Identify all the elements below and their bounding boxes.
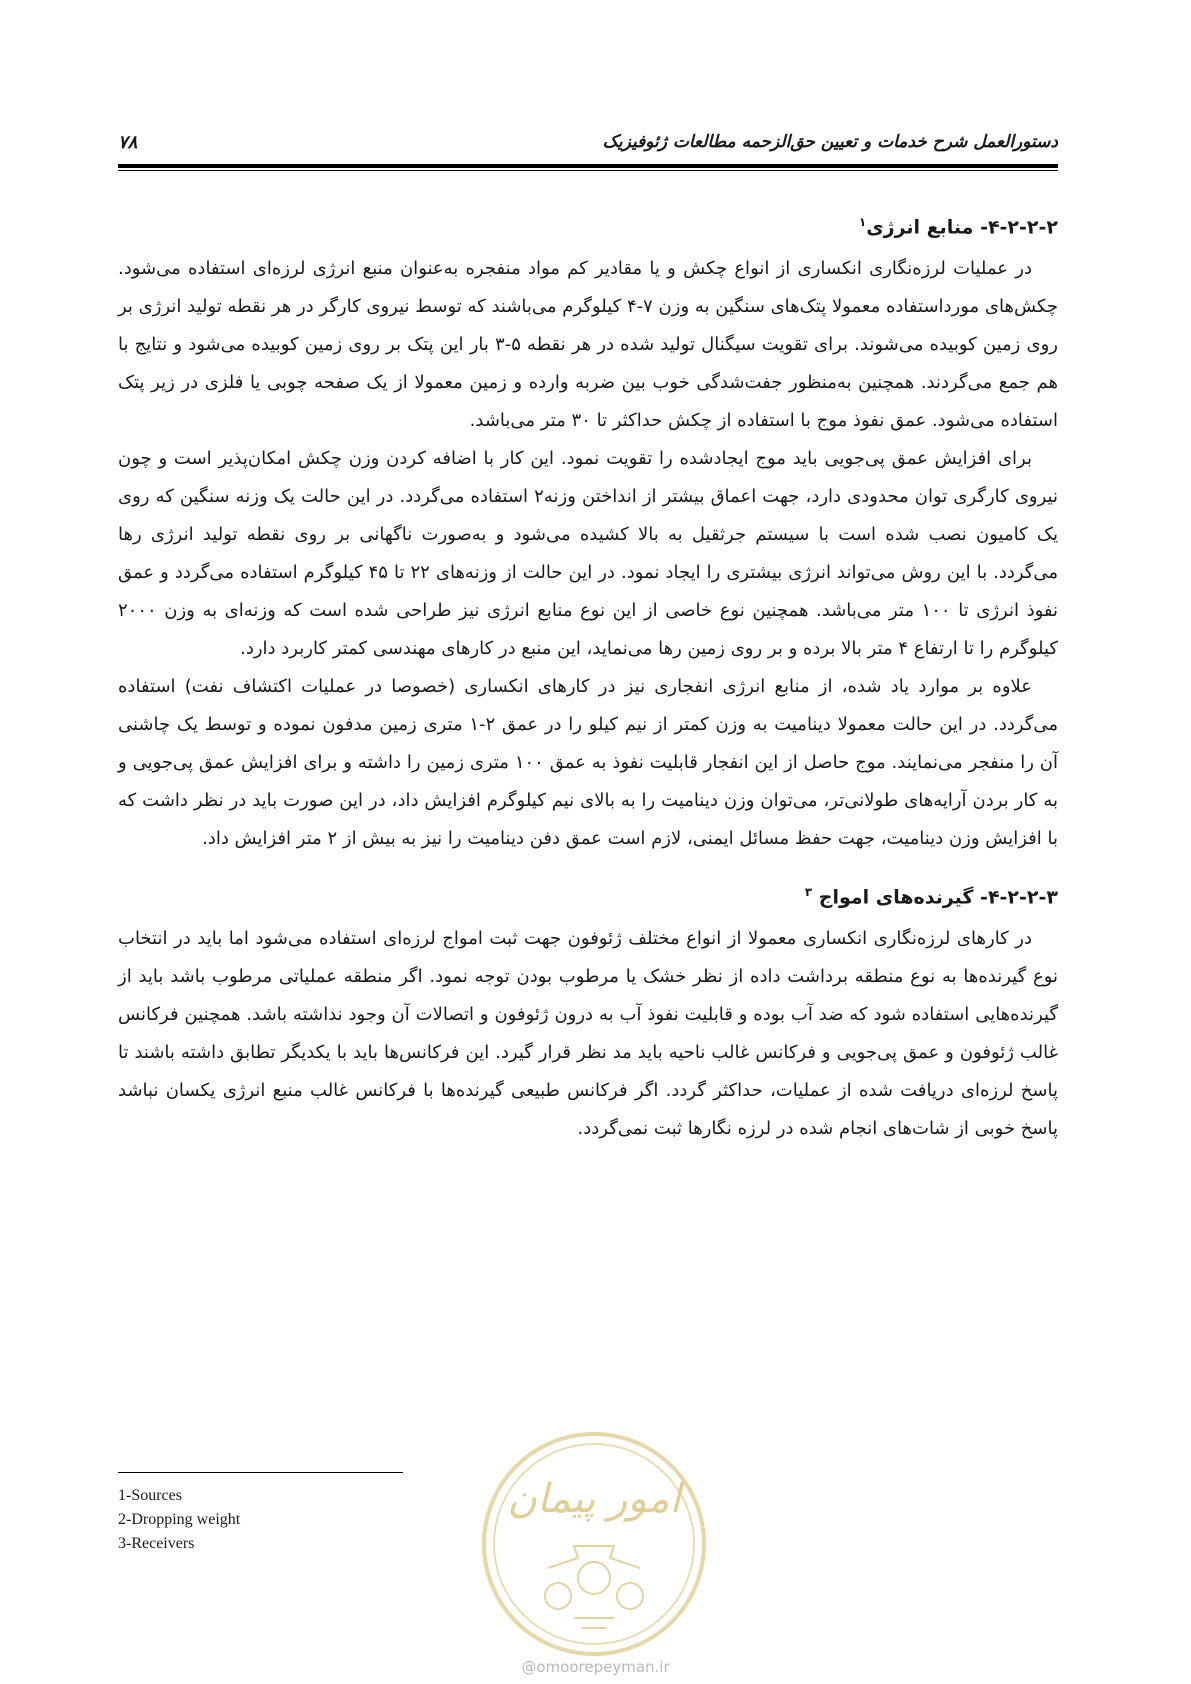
- footnote-item: 2-Dropping weight: [118, 1511, 241, 1528]
- header-rule-thin: [118, 170, 1058, 171]
- paragraph: در عملیات لرزه‌نگاری انکساری از انواع چکش و یا مقادیر کم مواد منفجره به‌عنوان منبع انرژی لرزه‌ای استفاده می‌شود. چکش‌های مورداستفاده معمولا پتک‌های سنگین به وزن ۷-۴ کیلوگرم می‌باشند که توسط نیروی کارگر در هر نقطه تولید انرژی بر روی زمین کوبیده می‌شوند. برای تقویت سیگنال تولید شده در هر نقطه ۵-۳ بار این پتک بر روی زمین کوبیده می‌شود و نتایج با هم جمع می‌گردند. همچنین به‌منظور جفت‌شدگی خوب بین ضربه وارده و زمین معمولا از یک صفحه چوبی یا فلزی در زیر پتک استفاده می‌شود. عمق نفوذ موج با استفاده از چکش حداکثر تا ۳۰ متر می‌باشد.: [118, 258, 1058, 431]
- footnote-rule: [118, 1472, 403, 1473]
- page-header: [118, 128, 1058, 162]
- section-heading-energy-sources: [118, 200, 1058, 244]
- section-heading-receivers: [118, 870, 1058, 914]
- header-title: دستورالعمل شرح خدمات و تعیین حق‌الزحمه مطالعات ژئوفیزیک: [602, 132, 1058, 152]
- watermark-seal: [478, 1428, 710, 1660]
- section-heading-text: ۴-۲-۲-۳- گیرنده‌های امواج: [818, 886, 1058, 909]
- paragraph: در کارهای لرزه‌نگاری انکساری معمولا از انواع مختلف ژئوفون جهت ثبت امواج لرزه‌ای استفاده می‌شود اما باید در انتخاب نوع گیرنده‌ها به نوع منطقه برداشت داده از نظر خشک یا مرطوب بودن توجه نمود. اگر منطقه عملیاتی مرطوب باشد باید از گیرنده‌هایی استفاده شود که ضد آب بوده و قابلیت نفوذ آب به درون ژئوفون و اتصالات آن وجود نداشته باشد. همچنین فرکانس غالب ژئوفون و عمق پی‌جویی و فرکانس غالب ناحیه باید مد نظر قرار گیرد. این فرکانس‌ها باید با یکدیگر تطابق داشته باشند تا پاسخ لرزه‌ای دریافت شده از عملیات، حداکثر گردد. اگر فرکانس طبیعی گیرنده‌ها با فرکانس غالب منبع انرژی یکسان نباشد پاسخ خوبی از شات‌های انجام شده در لرزه نگارها ثبت نمی‌گردد.: [118, 928, 1058, 1139]
- watermark-url: @omoorepeyman.ir: [521, 1658, 670, 1676]
- footnotes: [118, 1484, 240, 1556]
- page-content: [118, 200, 1058, 1148]
- footnote-item: 3-Receivers: [118, 1535, 195, 1552]
- page-number: ۷۸: [118, 132, 138, 153]
- seal-text: امور پیمان: [507, 1476, 681, 1522]
- paragraph: علاوه بر موارد یاد شده، از منابع انرژی انفجاری نیز در کارهای انکساری (خصوصا در عملیات اکتشاف نفت) استفاده می‌گردد. در این حالت معمولا دینامیت به وزن کمتر از نیم کیلو را در عمق ۲-۱ متری زمین مدفون نموده و توسط یک چاشنی آن را منفجر می‌نمایند. موج حاصل از این انفجار قابلیت نفوذ به عمق ۱۰۰ متری زمین را داشته و برای افزایش عمق پی‌جویی و به کار بردن آرایه‌های طولانی‌تر، می‌توان وزن دینامیت را به بالای نیم کیلوگرم افزایش داد، در این صورت باید در نظر داشت که با افزایش وزن دینامیت، جهت حفظ مسائل ایمنی، لازم است عمق دفن دینامیت را نیز به بیش از ۲ متر افزایش داد.: [118, 676, 1059, 849]
- section-heading-text: ۴-۲-۲-۲- منابع انرژی: [866, 216, 1058, 239]
- paragraph: برای افزایش عمق پی‌جویی باید موج ایجادشده را تقویت نمود. این کار با اضافه کردن وزن چکش امکان‌پذیر است و چون نیروی کارگری توان محدودی دارد، جهت اعماق بیشتر از انداختن وزنه۲ استفاده می‌گردد. در این حالت یک وزنه سنگین که روی یک کامیون نصب شده است با سیستم جرثقیل به بالا کشیده می‌شود و به‌صورت ناگهانی بر روی نقطه تولید انرژی رها می‌گردد. با این روش می‌تواند انرژی بیشتری را ایجاد نمود. در این حالت از وزنه‌های ۲۲ تا ۴۵ کیلوگرم استفاده می‌گردد و عمق نفوذ انرژی تا ۱۰۰ متر می‌باشد. همچنین نوع خاصی از این نوع منابع انرژی نیز طراحی شده است که وزنه‌ای به وزن ۲۰۰۰ کیلوگرم را تا ارتفاع ۴ متر بالا برده و بر روی زمین رها می‌نماید، این منبع در کارهای مهندسی کمتر کاربرد دارد.: [118, 448, 1059, 659]
- footnote-ref: ۱: [858, 215, 867, 229]
- footnote-ref: ۳: [804, 885, 813, 899]
- header-rule-thick: [118, 164, 1058, 168]
- footnote-item: 1-Sources: [118, 1487, 182, 1504]
